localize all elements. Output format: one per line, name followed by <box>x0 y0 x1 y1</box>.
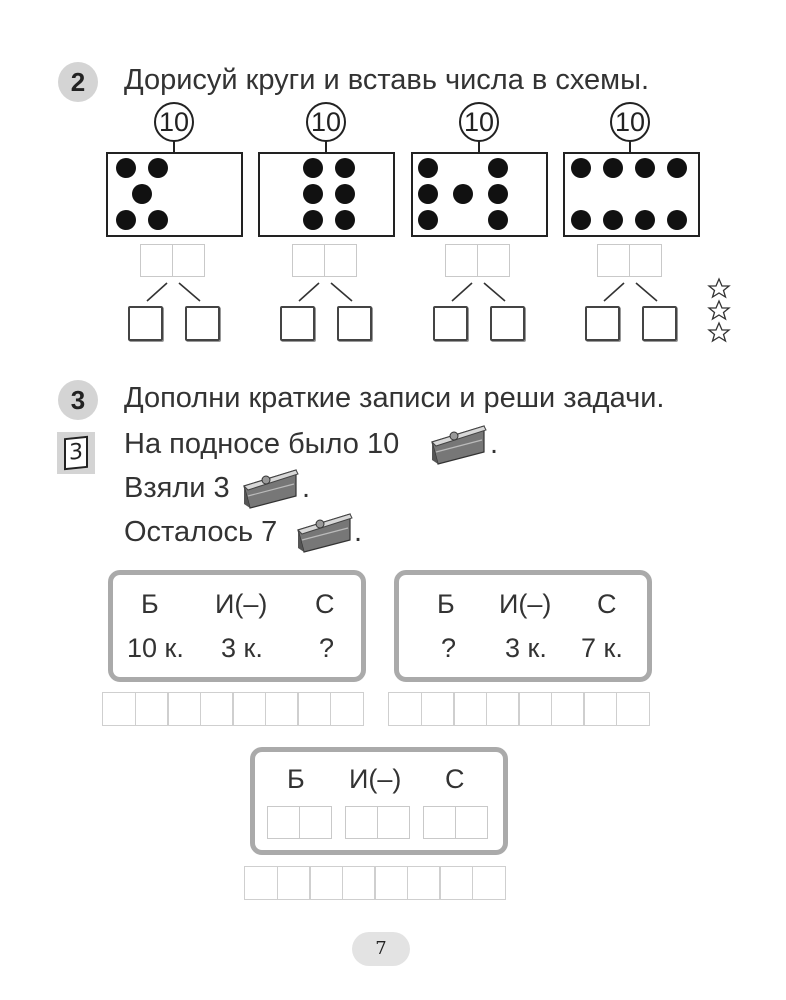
record-cells-s[interactable] <box>423 806 486 839</box>
story-line-3-end: . <box>354 516 363 548</box>
header-i: И(–) <box>499 589 552 619</box>
value-s: ? <box>319 633 335 663</box>
cake-slice-icon <box>240 466 302 510</box>
page-number: 7 <box>352 932 410 966</box>
cake-slice-icon <box>294 510 356 554</box>
value-i: 3 к. <box>221 633 263 663</box>
record-cells-i[interactable] <box>345 806 408 839</box>
story-line-3: Осталось 7 <box>124 516 278 548</box>
short-record-panel-3 <box>250 747 508 855</box>
header-s: С <box>597 589 617 619</box>
story-line-1: На подносе было 10 <box>124 428 400 460</box>
header-b: Б <box>437 589 455 619</box>
value-b: ? <box>441 633 457 663</box>
header-b: Б <box>141 589 159 619</box>
header-s: С <box>445 764 465 794</box>
header-i: И(–) <box>215 589 268 619</box>
header-i: И(–) <box>349 764 402 794</box>
value-s: 7 к. <box>581 633 623 663</box>
record-cells-b[interactable] <box>267 806 330 839</box>
short-record-panel-2 <box>394 570 652 682</box>
value-b: 10 к. <box>127 633 184 663</box>
task-3-marker: 3 <box>57 432 95 474</box>
value-i: 3 к. <box>505 633 547 663</box>
answer-square[interactable] <box>642 306 677 341</box>
task-3-instruction: Дополни краткие записи и реши задачи. <box>124 382 665 414</box>
solution-cells-3[interactable] <box>244 866 504 900</box>
answer-square[interactable] <box>128 306 163 341</box>
solution-cells-2[interactable] <box>388 692 648 726</box>
story-line-2: Взяли 3 <box>124 472 230 504</box>
cake-slice-icon <box>428 422 490 466</box>
short-record-panel-1 <box>108 570 366 682</box>
task-3-number-badge: 3 <box>58 380 98 420</box>
number-circle-4: 10 <box>610 102 650 142</box>
answer-square[interactable] <box>280 306 315 341</box>
answer-square[interactable] <box>337 306 372 341</box>
task-2-instruction: Дорисуй круги и вставь числа в схемы. <box>124 64 650 96</box>
header-s: С <box>315 589 335 619</box>
number-circle-3: 10 <box>459 102 499 142</box>
task-2-number-badge: 2 <box>58 62 98 102</box>
number-circle-2: 10 <box>306 102 346 142</box>
story-line-1-end: . <box>490 428 499 460</box>
answer-square[interactable] <box>490 306 525 341</box>
answer-square[interactable] <box>433 306 468 341</box>
story-line-2-end: . <box>302 472 311 504</box>
header-b: Б <box>287 764 305 794</box>
answer-square[interactable] <box>185 306 220 341</box>
difficulty-stars-icon <box>706 277 732 345</box>
answer-square[interactable] <box>585 306 620 341</box>
number-circle-1: 10 <box>154 102 194 142</box>
solution-cells-1[interactable] <box>102 692 362 726</box>
